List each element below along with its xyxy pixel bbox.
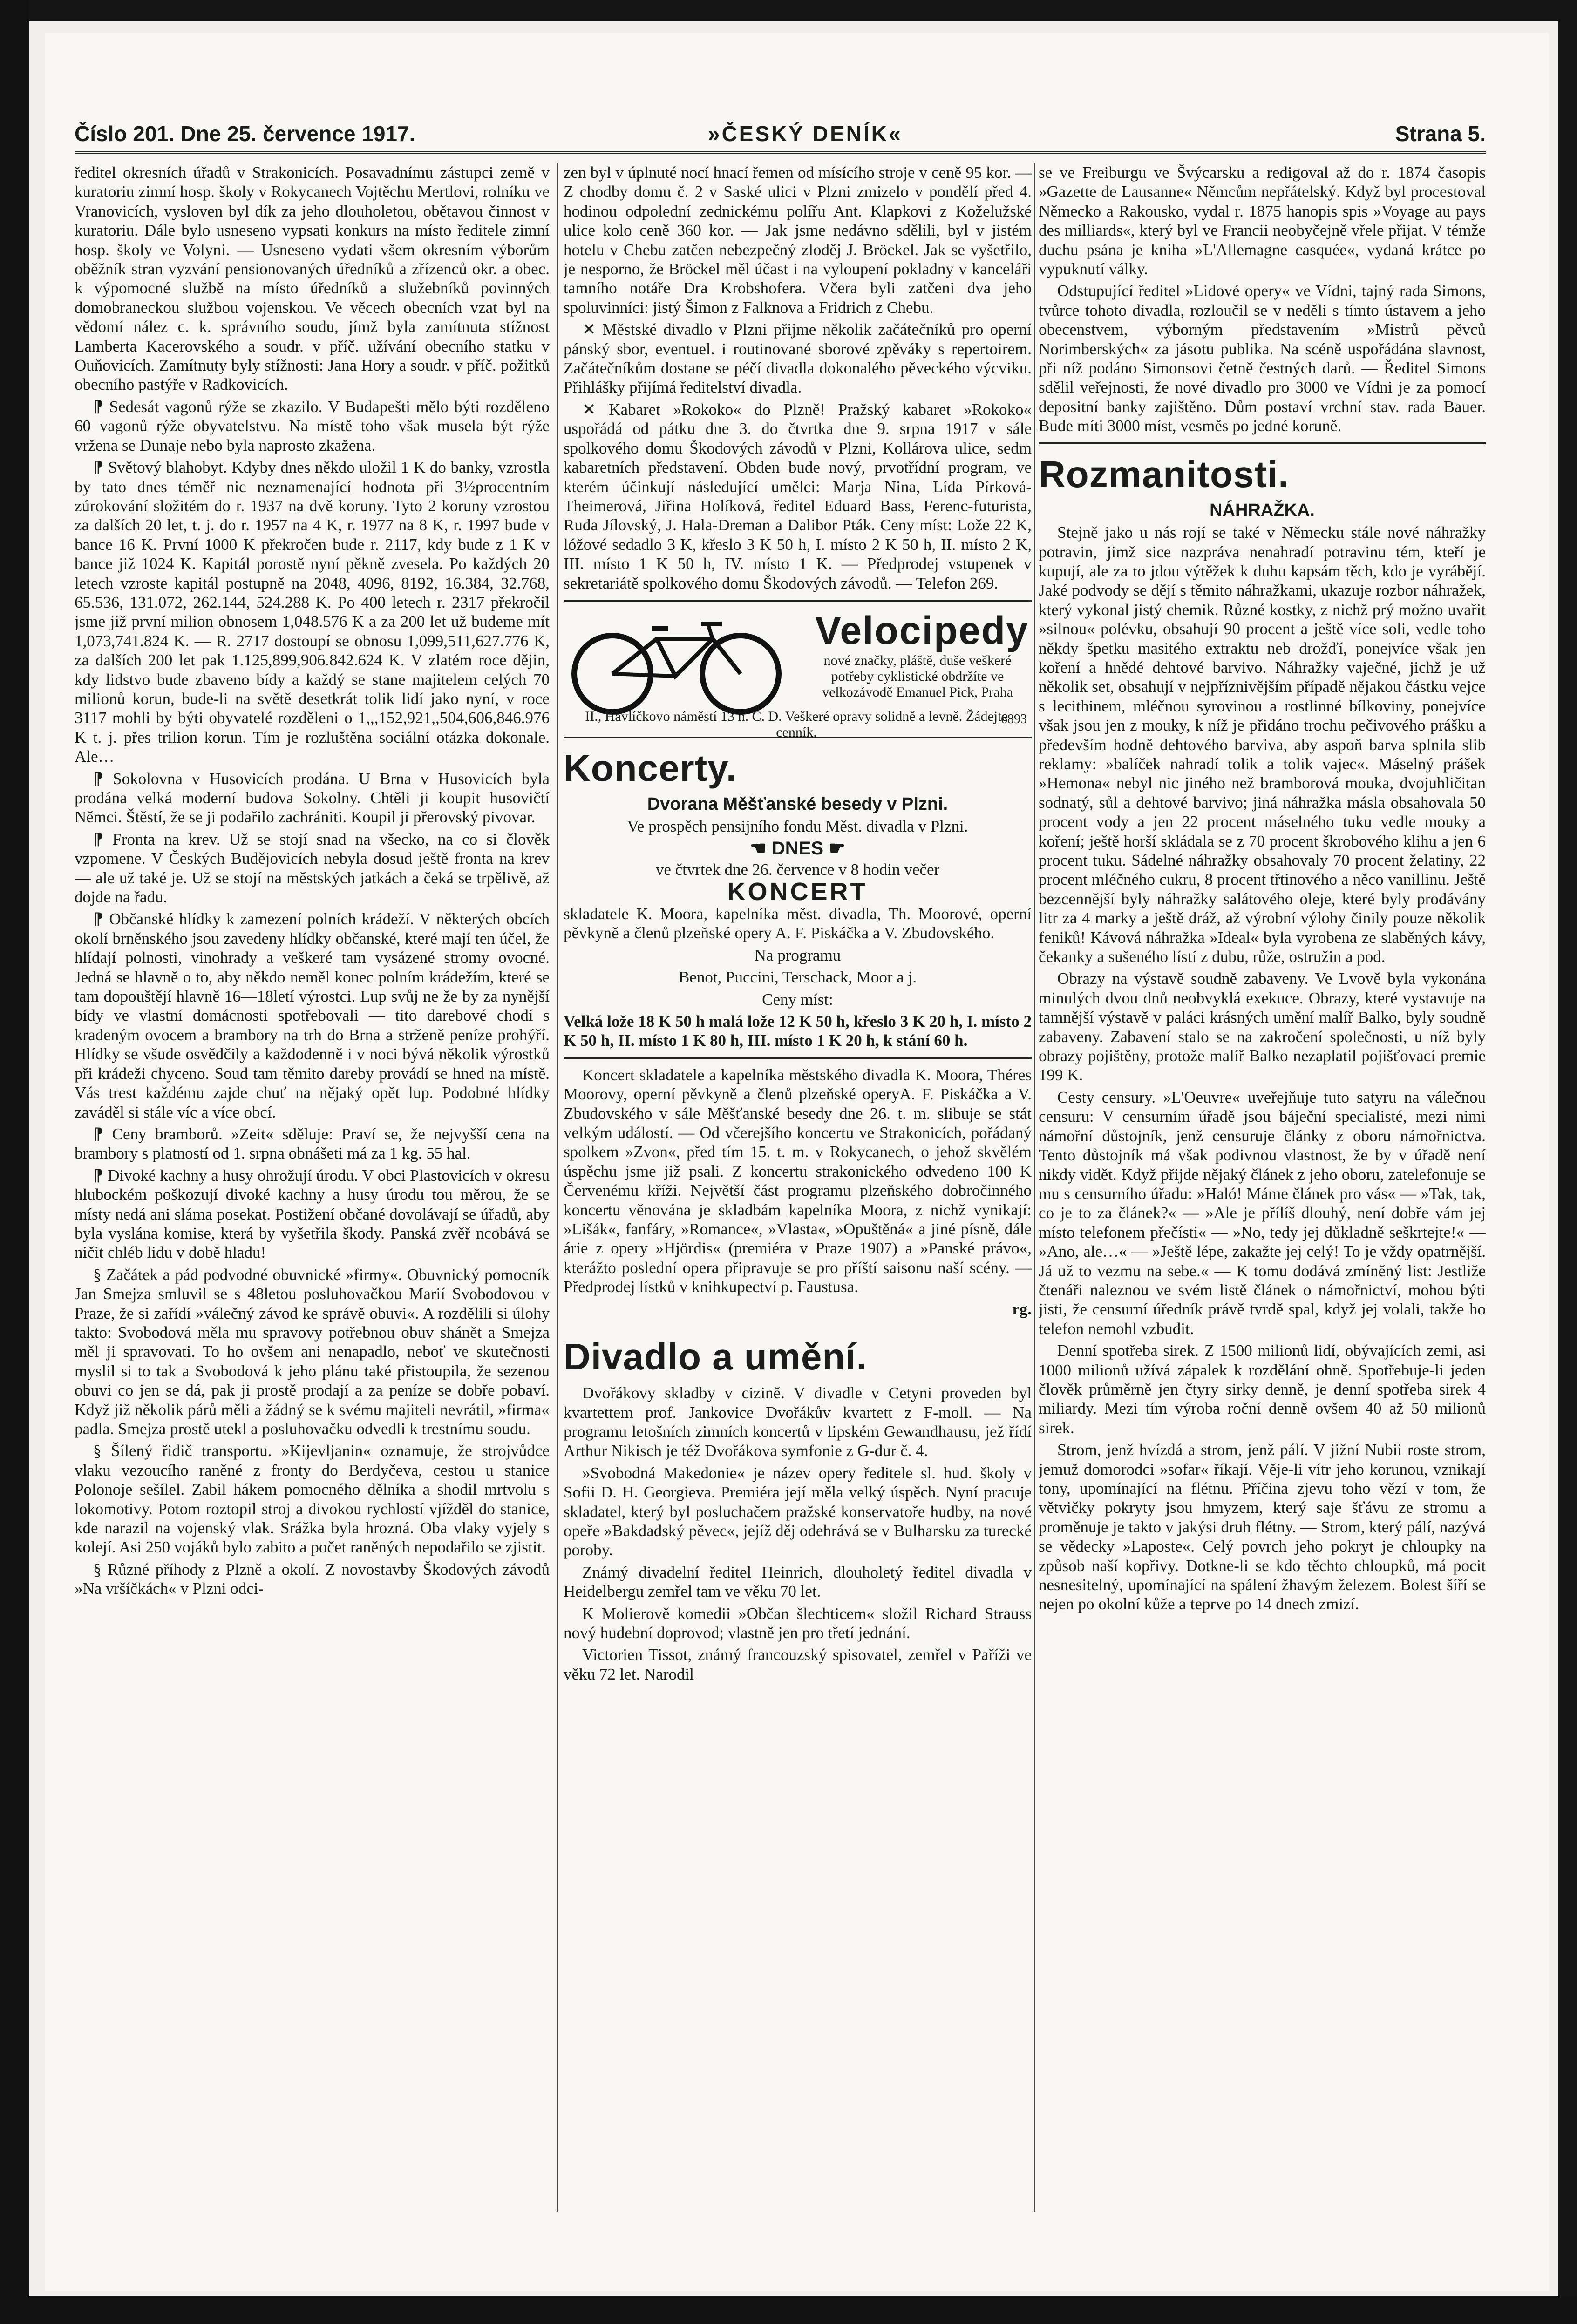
velocipede-advertisement [564,600,1032,738]
ad-address: II., Havlíčkovo náměstí 13 n. C. D. Veškeré opravy solidně a levně. Žádejte cenník. [585,708,1008,740]
article-text: K Molierově komedii »Občan šlechticem« složil Richard Strauss nový hudební doprovod; vlastně jen pro třetí jednání. [564,1604,1032,1642]
page-number: Strana 5. [1395,122,1486,146]
issue-date: Číslo 201. Dne 25. července 1917. [75,122,415,146]
column-1 [75,163,550,2212]
concert-title: KONCERT [727,877,868,906]
today-label: ☚ DNES ☛ [749,838,846,859]
prices-text: Velká lože 18 K 50 h malá lože 12 K 50 h, křeslo 3 K 20 h, I. místo 2 K 50 h, II. místo 1 K 80 h, III. místo 1 K 20 h, k stání 60 h. [564,1012,1032,1050]
article-text: Strom, jenž hvízdá a strom, jenž pálí. V jižní Nubii roste strom, jemuž domorodci »sofar« říkají. Věje-li vítr jeho korunou, vznikají tony, upomínající na flétnu. Příčina zjevu toho vězí v tom, že větvičky pokryty jsou hmyzem, který saje šťávu ze stromu a proměnuje je takto v jakýsi druh flétny. — Strom, který pálí, nazývá se vědecky »Laposte«. Celý povrch jeho pokryt je chloupky na způsob naší kopřivy. Dotkne-li se kdo těchto chloupků, má pocit nesnesitelný, upomínající na spálení žhavým železem. Bolest šíří se nejen po okolní kůže a teprve po 14 dnech zmizí. [1039,1441,1486,1613]
article-text: Známý divadelní ředitel Heinrich, dlouholetý ředitel divadla v Heidelbergu zemřel tam ve věku 70 let. [564,1563,1032,1601]
scan-border-left [0,0,29,2324]
bicycle-icon [568,611,787,718]
article-text: ⁋ Divoké kachny a husy ohrožují úrodu. V obci Plastovicích v okresu hlubockém poškozují divoké kachny a husy úrodu tou měrou, že se místy nedá ani sláma posekat. Postižení občané dovolávají se úřadů, aby byla vyslána komise, která by vyšetřila škody. Panská zvěř ncobává se ničit chléb lidu v době hladu! [75,1166,550,1262]
scan-border-bottom [0,2296,1577,2324]
column-divider [1034,163,1035,2212]
author-sign: rg. [1012,1300,1032,1318]
article-text: ⁋ Sedesát vagonů rýže se zkazilo. V Budapešti mělo býti rozděleno 60 vagonů rýže obyvatelstvu. Na místě toho však musela být rýže vržena se Dunaje nebo byla naprosto zkažena. [75,397,550,454]
article-text: ředitel okresních úřadů v Strakonicích. Posavadnímu zástupci země v kuratoriu zimní hosp. školy v Rokycanech Vojtěchu Mertlovi, rolníku ve Vranovicích, vysloven byl dík za jeho dlouholetou, obětavou činnost v kuratoriu. Dále bylo usneseno vypsati konkurs na místo ředitele zimní hosp. školy ve Volyni. — Usneseno vydati všem okresním výborům oběžník stran vyzvání pensionovaných úředníků a zřízenců okr. a obec. k výpomocné službě na místo úředníků a služebníků povinných domobraneckou službou vojenskou. Ve věcech obecních vzat byl na vědomí nález c. k. správního soudu, jímž byla zamítnuta stížnost Lamberta Kacerovského a soudr. v příč. užívání obecního statku v Ouňovicích. Zamítnuty byly stížnosti: Jana Hory a soudr. v příč. požitků obecního pastýře v Radkovicích. [75,163,550,394]
section-heading-rozmanitosti: Rozmanitosti. [1039,453,1289,495]
article-text: ✕ Kabaret »Rokoko« do Plzně! Pražský kabaret »Rokoko« uspořádá od pátku dne 3. do čtvrtka dne 9. srpna 1917 v sále spolkového domu Škodových závodů v Plzni, Kollárova ulice, sedm kabaretních představení. Obden bude nový, prvotřídní program, ve kterém účinkují následující umělci: Marja Nina, Lída Pírková-Theimerová, Jiřina Holíková, ředitel Eduard Bass, Ferenc-futurista, Ruda Jílovský, J. Hala-Dreman a Dalibor Pták. Ceny míst: Lože 22 K, lóžové sedadlo 3 K, křeslo 3 K 50 h, I. místo 2 K 50 h, II. místo 2 K, III. místo 1 K 50 h, IV. místo 1 K. — Předprodej vstupenek v sekretariátě spolkového domu Škodových závodů. — Telefon 269. [564,400,1032,592]
concert-performers: skladatele K. Moora, kapelníka měst. divadla, Th. Moorové, operní pěvkyně a členů plzeňské opery A. F. Piskáčka a V. Zbudovského. [564,904,1032,942]
header-rule [75,151,1486,154]
article-text: Dvořákovy skladby v cizině. V divadle v Cetyni proveden byl kvartettem prof. Jankovice Dvořákův kvartett z F-moll. — Na programu letošních zimních koncertů v lipském Gewandhausu, jež řídí Arthur Nikisch je též Dvořákova symfonie z G-dur č. 4. [564,1384,1032,1460]
article-text: ⁋ Občanské hlídky k zamezení polních krádeží. V některých obcích okolí brněnského jsou zavedeny hlídky občanské, které mají ten účel, že hlídají polnosti, vinohrady a veškeré tam vysázené stromy ovocné. Jedná se hlavně o to, aby někdo neměl konec polním krádežím, které se tam dopouštějí hlavně 16—18letí výrostci. Lup svůj ne že by za nynější bídy ve vlastní domácnosti spotřebovali — tito darebové chodí s kradeným ovocem a brambory na trh do Brna a strženě peníze prohýří. Hlídky se všude osvědčily a každodenně i v noci bývá několik výrostků při krádeži chyceno. Soud tam těmito dareby provádí se hned na místě. Vás trest každému zajde chuť na nějaký opět lup. Podobné hlídky zaváděl si stále víc a více obcí. [75,910,550,1121]
scan-border-top [0,0,1577,21]
column-2 [564,163,1032,2212]
section-rule [564,1057,1032,1059]
article-text: se ve Freiburgu ve Švýcarsku a redigoval až do r. 1874 časopis »Gazette de Lausanne« Němcům nepřátelský. Když byl procestoval Německo a Rakousko, vydal r. 1875 hanopis spis »Voyage au pays des milliards«, který byl ve Francii neobyčejně vřele přijat. V témže duchu psána je kniha »L'Allemagne casquée«, vydaná krátce po vypuknutí války. [1039,163,1486,278]
article-text: Cesty censury. »L'Oeuvre« uveřejňuje tuto satyru na válečnou censuru: V censurním úřadě jsou báječní specialisté, mezi nimi námořní důstojník, jenž censuruje články z oboru námořnictva. Tento důstojník má však podivnou vlastnost, že by v úřadě není nikdy vidět. Když přijde nějaký článek z jeho oboru, zatelefonuje se mu s censurního úřadu: »Haló! Máme článek pro vás« — »Tak, tak, co je to za článek?« — »Ale je přílíš dlouhý, není dobře vám jej místo telefonem přečísti« — »No, tedy jej důkladně seškrtejte!« — »Ano, ale…« — »Ještě lépe, zakažte jej celý! To je vždy opatrnější. Já už to vezmu na sebe.« — K tomu dodává zmíněný list: Jestliže čtenáři naleznou ve svém listě článek o námořnictví, mohou býti jisti, že censurní úředník právě tvrdě spal, když jej volali, takže ho telefon nemohl vzbudit. [1039,1088,1486,1338]
article-heading: NÁHRAŽKA. [1210,500,1315,520]
venue-title: Dvorana Měšťanské besedy v Plzni. [647,794,948,814]
section-rule [1039,442,1486,444]
masthead: »ČESKÝ DENÍK« [708,122,903,146]
ad-brand: Velocipedy [815,608,1029,652]
article-text: ⁋ Sokolovna v Husovicích prodána. U Brna v Husovicích byla prodána velká moderní budova Sokolny. Chtěli ji koupit husovičtí Němci. Štěstí, že se ji podařilo zachrániti. Koupil ji přerovský pivovar. [75,769,550,827]
article-text: Victorien Tissot, známý francouzský spisovatel, zemřel v Paříži ve věku 72 let. Narodil [564,1646,1032,1683]
article-text: »Svobodná Makedonie« je název opery ředitele sl. hud. školy v Sofii D. H. Georgieva. Premiéra její měla velký úspěch. Nyní pracuje skladatel, který byl posluchačem pražské konservatoře hudby, na nové opeře »Bakdadský pěvec«, jejíž děj odehrává se v Bulharsku za turecké poroby. [564,1464,1032,1559]
article-text: ⁋ Fronta na krev. Už se stojí snad na všecko, na co si člověk vzpomene. V Českých Budějovicích nebyla dosud ještě fronta na krev — ale už také je. Už se stojí na městských jatkách a čeká se trpělivě, až dojde na řadu. [75,830,550,907]
ad-code: 6893 [1001,711,1027,726]
scan-border-right [1558,0,1577,2324]
prices-label: Ceny míst: [762,990,833,1009]
program-text: Benot, Puccini, Terschack, Moor a j. [678,968,917,987]
benefit-line: Ve prospěch pensijního fondu Měst. divadla v Plzni. [627,817,968,836]
ad-text: nové značky, pláště, duše veškeré potřeby cyklistické obdržíte ve velkozávodě Emanuel Pick, Praha [822,652,1013,700]
article-text: Obrazy na výstavě soudně zabaveny. Ve Lvově byla vykonána minulých dvou dnů neobvyklá exekuce. Obrazy, které vystavuje na tamnější výstavě v paláci krásných umění malíř Balko, byly soudně zabaveny. Zabavení stalo se na zakročení společnosti, u níž byly obrazy pojištěny, protože malíř Balko nezaplatil pojišťovací premie 199 K. [1039,969,1486,1084]
program-label: Na programu [754,946,841,964]
column-divider [557,163,558,2212]
page-header [75,93,1486,149]
article-text: Odstupující ředitel »Lidové opery« ve Vídni, tajný rada Simons, tvůrce tohoto divadla, rozloučil se v neděli s tímto ústavem a jeho obecenstvem, výborným představením »Mistrů pěvců Norimberských« za jásotu publika. Na scéně uspořádána slavnost, při níž podáno Simonsovi četně čestných darů. — Ředitel Simons sdělil veřejnosti, že nové divadlo pro 3000 ve Vídni je za pomocí depositní banky zajištěno. Dům postaví vrchní stav. rada Bauer. Bude míti 3000 míst, vesměs po jedné koruně. [1039,282,1486,435]
article-text: ⁋ Ceny bramborů. »Zeit« sděluje: Praví se, že nejvyšší cena na brambory s platností od 1. srpna obnášeti má za 1 kg. 55 hal. [75,1125,550,1163]
concert-date: ve čtvrtek dne 26. července v 8 hodin večer [655,860,940,879]
article-text: § Šílený řidič transportu. »Kijevljanin« oznamuje, že strojvůdce vlaku vezoucího raněné z fronty do Berdyčeva, cestou u stanice Polonoje sešílel. Zabil hákem pomocného dělníka a shodil mrtvolu s lokomotivy. Potom roztopil stroj a divokou rychlostí vjížděl do stanice, kde narazil na vojenský vlak. Srážka byla hrozná. Oba vlaky vyjely s kolejí. Asi 250 vojáků bylo zabito a počet raněných nepodařilo se zjistit. [75,1442,550,1557]
article-text: ✕ Městské divadlo v Plzni přijme několik začátečníků pro operní pánský sbor, eventuel. i routinované sborové zpěváky s repertoirem. Začátečníkům dostane se péčí divadla dokonalého pěveckého výcviku. Přihlášky přijímá ředitelství divadla. [564,320,1032,397]
column-3 [1039,163,1486,2212]
section-heading-divadlo: Divadlo a umění. [564,1336,867,1378]
article-text: ⁋ Světový blahobyt. Kdyby dnes někdo uložil 1 K do banky, vzrostla by tato dnes téměř nic neznamenající hodnota při 3½procentním zúrokování složitém do r. 1937 na dvě koruny. Tyto 2 koruny vzrostou za dalších 20 let, t. j. do r. 1957 na 4 K, r. 1977 na 8 K, r. 1997 bude v bance 16 K. První 1000 K překročen bude r. 2117, kdy bude z 1 K v bance již 1024 K. Kapitál porostě nyní pěkně zvesela. Po každých 20 letech vzroste kapitál postupně na 2048, 4096, 8192, 16.384, 32.768, 65.536, 131.072, 262.144, 524.288 K. Po 400 letech r. 2317 překročil jsme již první milion obnosem 1,048.576 K a za 200 let už budeme mít 1,073,741.824 K. — R. 2717 dostoupí se obnosu 1,099,511,627.776 K, za dalších 200 let pak 1.125,899,906.842.624 K. V zlatém roce dějin, kdy lidstvo bude zbaveno bídy a každý se stane majitelem celých 70 milionů korun, bude-li na světě desetkrát tolik lidí jako nyní, v roce 3117 mohli by býti obyvatelé rozděleni o 1,,,152,921,,504,606,846.976 K t. j. přes trilion korun. Tím je rozluštěna sociální otázka dokonale. Ale… [75,458,550,766]
article-text: zen byl v úplnuté nocí hnací řemen od mísícího stroje v ceně 95 kor. — Z chodby domu č. 2 v Saské ulici v Plzni zmizelo v pondělí před 4. hodinou odpolední zednickému polířu Ant. Klapkovi z Koželužské ulice kolo ceně 360 kor. — Jak jsme nedávno sdělili, byl v jistém hotelu v Chebu zatčen nebezpečný zloděj J. Bröckel. Jak se vyšetřilo, je nesporno, že Bröckel měl účast i na vyloupení pokladny v kanceláři tamního notáře Dra Krobshofera. Včera byli zatčeni dva jeho spoluvinníci: jistý Šimon z Falknova a Fridrich z Chebu. [564,163,1032,317]
article-text: § Různé příhody z Plzně a okolí. Z novostavby Škodových závodů »Na vršíčkách« v Plzni odci- [75,1560,550,1598]
article-text: Stejně jako u nás rojí se také v Německu stále nové náhražky potravin, jimž sice nazpráva nenahradí potravinu tém, kteří je kupují, ale za to jdou výtěžek k duhu kapsám těch, kdo je vyrábějí. Jaké podvody se dějí s těmito náhražkami, ukazuje rozbor náhražek, který vykonal jistý chemik. Různé kostky, z nichž prý možno uvařit »silnou« polévku, obsahují 90 procent a ještě více soli, vedle toho někdy špetku masitého extraktu neb drožďí, ponejvíce však jen koření a hnědé dehtové barvivo. Náhražky vaječné, jichž je už několik set, obsahují v nejpříznivějším případě nějakou částku vejce s lecithinem, mléčnou syrovinou a rostlinné bílkoviny, ponejvíce však jsou jen z mouky, k níž je přidáno trochu pečivového prášku a především hodně dehtového barviva, aby aspoň barva splnila slib reklamy: »balíček nahradí tolik a tolik vajec«. Máselný prášek »Hemona« nebyl nic jiného než bramborová mouka, dvojuhličitan sodnatý, sůl a dehtové barvivo; jiná náhražka másla obsahovala 50 procent vody a jen 22 procent máselného tuku vedle mouky a koření; ještě horší skládala se z 70 procent škrobového klihu a jen 6 procent tuku. Sádelné náhražky obsahovaly 70 procent želatiny, 22 procent mléčného cukru, 8 procent třtinového a něco vanillinu. Ještě bezcennější byly náhražky salátového oleje, které byly prodávány litr za 4 marky a ještě dráž, až výrobní výlohy činily pouze několik feniků! Kávová náhražka »Ideal« byla vyrobena ze slaběných kávy, čekanky a sušeného lístí z dubu, růže, ostružin a pod. [1039,523,1486,966]
article-text: § Začátek a pád podvodné obuvnické »firmy«. Obuvnický pomocník Jan Smejza smluvil se s 48letou posluhovačkou Marií Svobodovou v Praze, že si zařídí »válečný závod ke správě obuvi«. A rozdělili si úlohy takto: Svobodová měla mu spravovy potřebnou obuv shánět a Smejza měl ji spravovati. To ho ovšem ani nenapadlo, neboť ve skutečnosti myslil si to tak a Svobodová k jeho plánu také přistoupila, že sezenou obuvi co jen se dá, pak ji prostě prodají a za peníze se dobře pobaví. Když již několik párů měli a žádný se k svému majiteli nevrátil, »firma« padla. Smejza prostě utekl a posluhovačku odvedli k trestnímu soudu. [75,1265,550,1438]
article-text: Koncert skladatele a kapelníka městského divadla K. Moora, Théres Moorovy, operní pěvkyně a členů plzeňské operyA. F. Piskáčka a V. Zbudovského v sále Měšťanské besedy dne 26. t. m. slibuje se stát velkým událostí. — Od včerejšího koncertu ve Strakonicích, pořádaný spolkem »Zvon«, před tím 15. t. m. v Rokycanech, o jehož skvělém úspěchu jsme již psali. Z koncertu strakonického odvedeno 100 K Červenému kříži. Největší část programu plzeňského dobročinného koncertu věnována je skladbám kapelníka Moora, z nichž vynikají: »Lišák«, fanfáry, »Romance«, »Vlasta«, »Opuštěná« a jiné písně, dále árie z opery »Hjördis« (premiéra v Praze 1907) a »Panské právo«, kterážto poslední opera připravuje se pro příští saisonu naší scény. — Předprodej lístků v knihkupectví p. Faustusa. [564,1065,1032,1296]
article-text: Denní spotřeba sirek. Z 1500 milionů lidí, obývajících zemi, asi 1000 milionů užívá zápalek k rozdělání ohně. Spotřebuje-li jeden člověk průměrně jen čtyry sirky denně, je denní spotřeba sirek 4 miliardy. Mezi tím výroba roční denně ovšem 40 až 50 milionů sirek. [1039,1342,1486,1437]
section-heading-koncerty: Koncerty. [564,747,737,789]
